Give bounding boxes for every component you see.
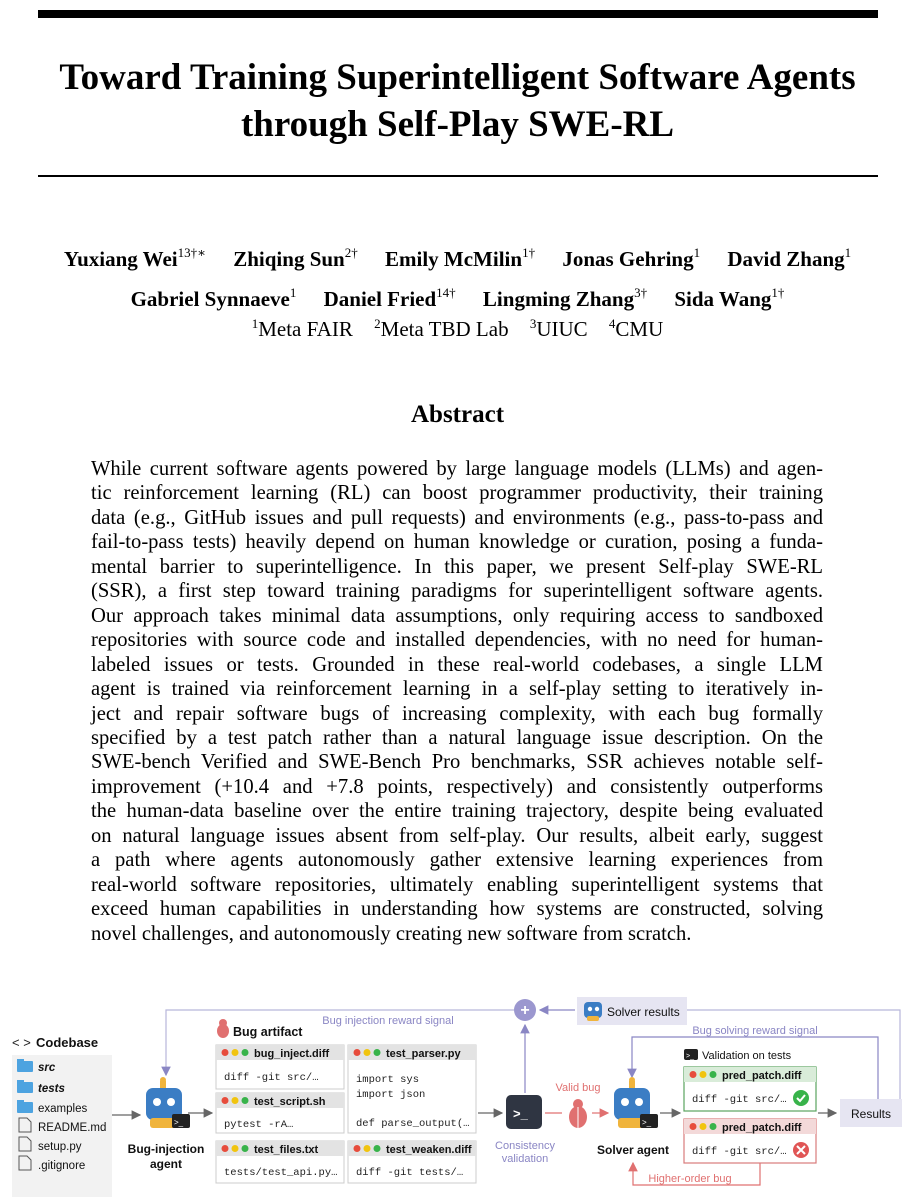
author: David Zhang$^1$ [727,245,852,271]
robot-icon [614,1077,658,1128]
top-rule [38,10,878,18]
title-line-1: Toward Training Superintelligent Software Agents [59,57,856,98]
file-card-test-weaken [348,1141,476,1183]
author: Lingming Zhang$^{3\dagger}$ [482,285,648,311]
code-line: pytest -rA… [224,1119,294,1131]
codebase-item: README.md [38,1122,107,1134]
codebase-panel [12,1035,112,1197]
code-line: def parse_output(… [356,1118,470,1130]
results-label: Results [850,1107,892,1121]
bug-icon [217,1019,229,1038]
abstract-line: exceed human capabilities in understanding how systems are constructed, solving [91,898,823,921]
file-name: pred_patch.diff [722,1070,802,1082]
affiliation: $^1$Meta FAIR [251,316,353,341]
abstract-line: labeled issues or tests. Grounded in these real-world codebases, a single LLM [91,653,823,676]
abstract-line: repositories with source code and installed dependencies, with no need for human- [91,629,823,652]
abstract-line: on natural language issues absent from self-play. Our results, albeit early, suggest [91,824,823,847]
code-line: import sys [356,1074,420,1086]
codebase-item: setup.py [38,1141,82,1153]
abstract-line: data (e.g., GitHub issues and pull requests) and environments (e.g., pass-to-pass and [91,506,823,529]
bug-icon [569,1099,587,1128]
file-name: pred_patch.diff [722,1122,802,1134]
code-line: diff -git src/… [224,1072,319,1084]
affiliation: $^3$UIUC [529,316,588,341]
robot-icon [146,1077,190,1128]
solver-agent-label: Solver agent [596,1143,670,1157]
author: Gabriel Synnaeve$^1$ [130,285,297,311]
title-rule [38,175,878,177]
codebase-item: tests [38,1083,65,1095]
affiliations [0,310,915,343]
file-name: test_script.sh [254,1096,326,1108]
codebase-label: Codebase [36,1035,99,1050]
author-list [0,236,915,316]
code-brackets-icon: < > [12,1035,31,1050]
abstract-line: improvement (+10.4 and +7.8 points, respectively) and consistently outperforms [91,775,823,798]
abstract-line: fail-to-pass tests) heavily depend on human knowledge or curation, posing a funda- [91,531,823,554]
consistency-validation-label: Consistency validation [495,1140,555,1165]
author: Daniel Fried$^{14\dagger}$ [323,285,456,311]
terminal-icon [684,1049,698,1060]
terminal-icon [506,1095,542,1129]
abstract-line: novel challenges, and autonomously creating new software from scratch. [91,922,692,945]
abstract-heading: Abstract [410,401,505,428]
code-line: tests/test_api.py… [224,1167,338,1179]
file-card-test-files [216,1141,344,1183]
abstract-line: real-world software repositories, ultimately enabling superintelligent systems that [91,873,823,896]
codebase-item: .gitignore [38,1160,86,1172]
author: Zhiqing Sun$^{2\dagger}$ [233,245,358,271]
solver-results-label: Solver results [607,1005,680,1019]
valid-bug-label: Valid bug [555,1082,601,1094]
abstract-line: agent is trained via reinforcement learning in a self-play setting to iteratively in- [91,678,823,701]
abstract-line: specified by a test patch rather than a natural language issue description. On the [91,726,823,749]
file-name: bug_inject.diff [254,1048,330,1060]
file-name: test_parser.py [386,1048,461,1060]
abstract-line: SWE-bench Verified and SWE-Bench Pro benchmarks, SSR achieves notable self- [91,751,823,774]
abstract-line: the human-data baseline over the entire training trajectory, despite being evaluated [91,800,823,823]
paper-title [0,54,915,148]
svg-text:>_: >_ [642,1118,652,1127]
author: Sida Wang$^{1\dagger}$ [674,285,785,311]
figure-canvas [0,985,915,1200]
overview-figure [0,985,915,1200]
codebase-item: src [38,1062,56,1074]
abstract-line: Our approach takes minimal data assumptions, only requiring access to sandboxed [91,604,823,627]
author: Emily McMilin$^{1\dagger}$ [385,245,536,271]
svg-text:>_: >_ [686,1053,694,1060]
file-card-bug-inject [216,1045,344,1089]
code-line: diff -git src/… [692,1094,787,1106]
abstract-line: mental barrier to superintelligence. In this paper, we present Self-play SWE-RL [91,555,823,578]
higher-order-bug-label: Higher-order bug [648,1173,732,1185]
affiliation: $^2$Meta TBD Lab [374,316,509,341]
abstract-line: (SSR), a first step toward training paradigms for superintelligent software agents. [91,580,823,603]
code-line: diff -git src/… [692,1146,787,1158]
file-card-test-script [216,1093,344,1133]
plus-icon: + [520,1002,530,1019]
file-name: test_files.txt [254,1144,319,1156]
bug-solving-reward-label: Bug solving reward signal [692,1025,818,1037]
bug-injection-agent-label: Bug-injection agent [127,1142,205,1171]
code-line: diff -git tests/… [356,1167,464,1179]
abstract-line: tic reinforcement learning (RL) can boost programmer productivity, their training [91,482,823,505]
affiliation: $^4$CMU [608,316,664,341]
abstract-body [91,457,823,946]
cross-icon [793,1142,809,1158]
title-line-2: through Self-Play SWE-RL [240,104,675,145]
check-icon [793,1090,809,1106]
codebase-item: examples [38,1103,88,1115]
svg-text:>_: >_ [513,1106,528,1121]
author: Jonas Gehring$^1$ [562,245,701,271]
svg-text:>_: >_ [174,1118,184,1127]
file-card-test-parser [348,1045,476,1133]
bug-injection-reward-label: Bug injection reward signal [322,1015,454,1027]
abstract-line: While current software agents powered by large language models (LLMs) and agen- [91,458,823,480]
code-line: import json [356,1089,426,1101]
validation-on-tests-label: Validation on tests [702,1050,792,1062]
bug-artifact-label: Bug artifact [233,1025,303,1039]
abstract-line: a path where agents autonomously gather extensive learning experiences from [91,849,823,872]
file-name: test_weaken.diff [386,1144,472,1156]
author: Yuxiang Wei$^{13\dagger∗}$ [63,245,206,271]
abstract-line: ject and repair software bugs of increasing complexity, with each bug formally [91,702,823,725]
